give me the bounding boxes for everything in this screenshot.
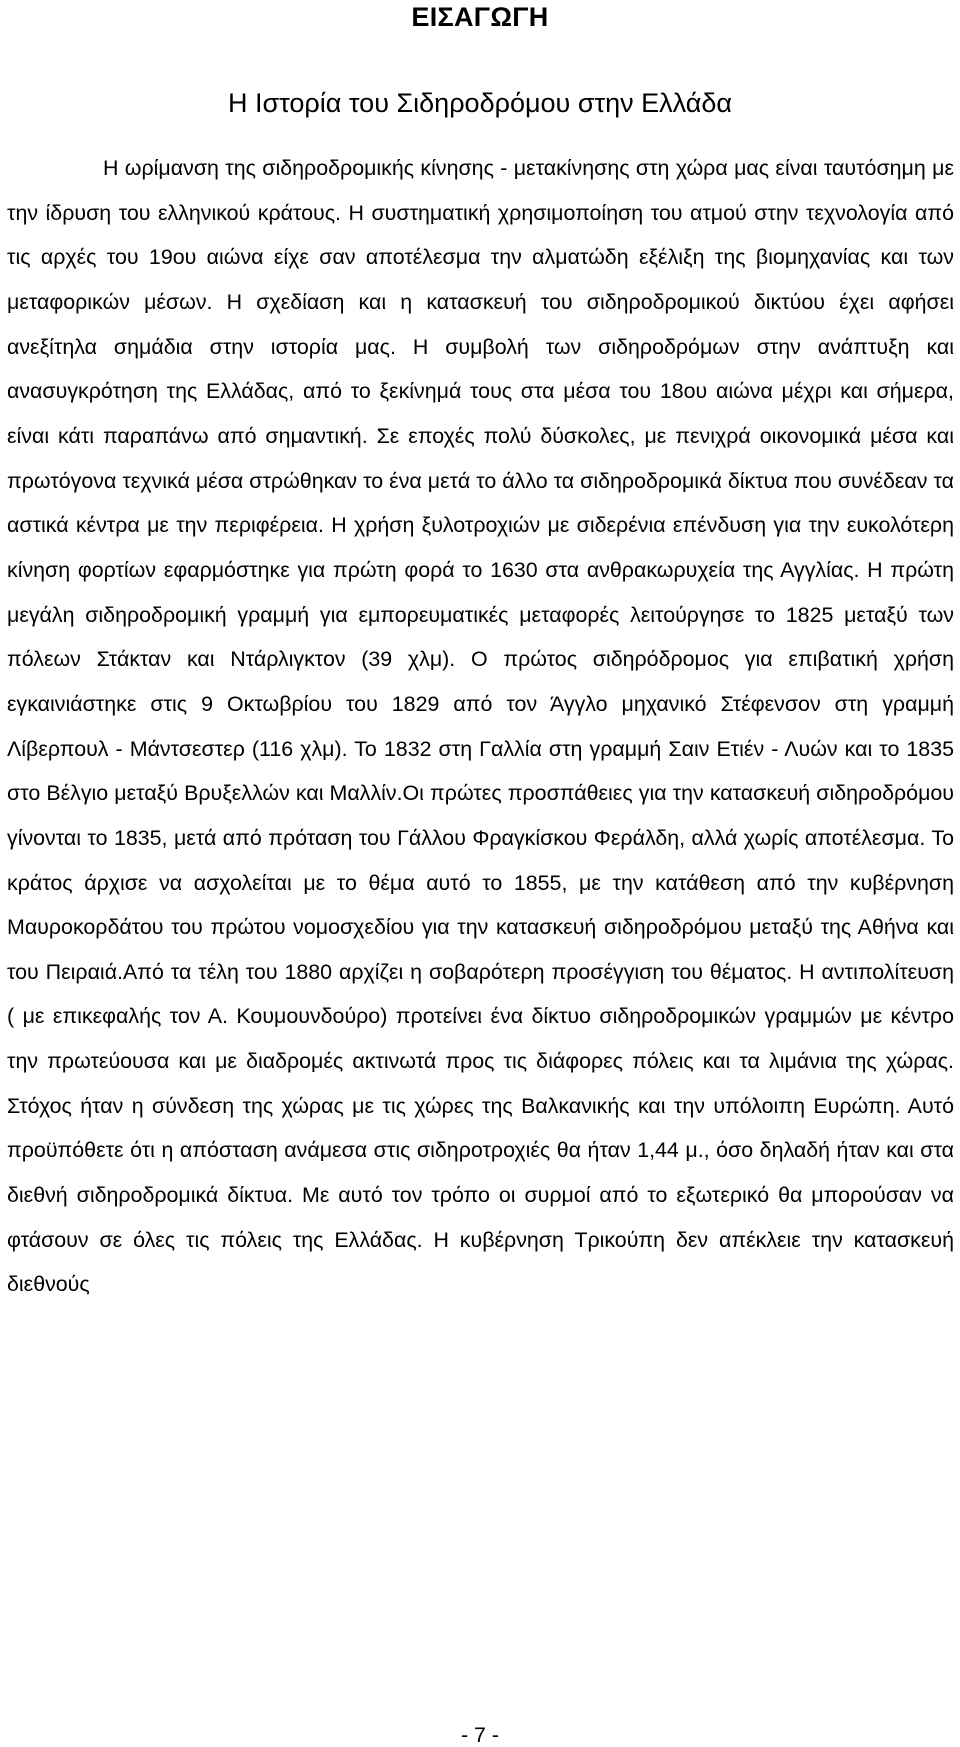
chapter-title: ΕΙΣΑΓΩΓΗ	[411, 2, 549, 32]
section-title: Η Ιστορία του Σιδηροδρόμου στην Ελλάδα	[227, 88, 733, 118]
body-paragraph: Η ωρίμανση της σιδηροδρομικής κίνησης - μετακίνησης στη χώρα μας είναι ταυτόσημη με την ίδρυση του ελληνικού κράτους. Η συστηματική χρησιμοποίηση του ατμού στην τεχνολογία από τις αρχές του 19ου αιώνα είχε σαν αποτέλεσμα την αλματώδη εξέλιξη της βιομηχανίας και των μεταφορικών μέσων. Η σχεδίαση και η κατασκευή του σιδηροδρομικού δικτύου έχει αφήσει ανεξίτηλα σημάδια στην ιστορία μας. Η συμβολή των σιδηροδρόμων στην ανάπτυξη και ανασυγκρότηση της Ελλάδας, από το ξεκίνημά τους στα μέσα του 18ου αιώνα μέχρι και σήμερα, είναι κάτι παραπάνω από σημαντική. Σε εποχές πολύ δύσκολες, με πενιχρά οικονομικά μέσα και πρωτόγονα τεχνικά μέσα στρώθηκαν το ένα μετά το άλλο τα σιδηροδρομικά δίκτυα που συνέδεαν τα αστικά κέντρα με την περιφέρεια. Η χρήση ξυλοτροχιών με σιδερένια επένδυση για την ευκολότερη κίνηση φορτίων εφαρμόστηκε για πρώτη φορά το 1630 στα ανθρακωρυχεία της Αγγλίας. Η πρώτη μεγάλη σιδηροδρομική γραμμή για εμπορευματικές μεταφορές λειτούργησε το 1825 μεταξύ των πόλεων Στάκταν και Ντάρλιγκτον (39 χλμ). Ο πρώτος σιδηρόδρομος για επιβατική χρήση εγκαινιάστηκε στις 9 Οκτωβρίου του 1829 από τον Άγγλο μηχανικό Στέφενσον στη γραμμή Λίβερπουλ - Μάντσεστερ (116 χλμ). Το 1832 στη Γαλλία στη γραμμή Σαιν Ετιέν - Λυών και το 1835 στο Βέλγιο μεταξύ Βρυξελλών και Μαλλίν.Οι πρώτες προσπάθειες για την κατασκευή σιδηροδρόμου γίνονται το 1835, μετά από πρόταση του Γάλλου Φραγκίσκου Φεράλδη, αλλά χωρίς αποτέλεσμα. Το κράτος άρχισε να ασχολείται με το θέμα αυτό το 1855, με την κατάθεση από την κυβέρνηση Μαυροκορδάτου του πρώτου νομοσχεδίου για την κατασκευή σιδηροδρόμου μεταξύ της Αθήνα και του Πειραιά.Από τα τέλη του 1880 αρχίζει η σοβαρότερη προσέγγιση του θέματος. Η αντιπολίτευση ( με επικεφαλής τον Α. Κουμουνδούρο) προτείνει ένα δίκτυο σιδηροδρομικών γραμμών με κέντρο την πρωτεύουσα και με διαδρομές ακτινωτά προς τις διάφορες πόλεις και τα λιμάνια της χώρας. Στόχος ήταν η σύνδεση της χώρας με τις χώρες της Βαλκανικής και την υπόλοιπη Ευρώπη. Αυτό προϋπόθετε ότι η απόσταση ανάμεσα στις σιδηροτροχιές θα ήταν 1,44 μ., όσο δηλαδή ήταν και στα διεθνή σιδηροδρομικά δίκτυα. Με αυτό τον τρόπο οι συρμοί από το εξωτερικό θα μπορούσαν να φτάσουν σε όλες τις πόλεις της Ελλάδας. Η κυβέρνηση Τρικούπη δεν απέκλειε την κατασκευή διεθνούς	[7, 156, 954, 1297]
page-number: - 7 -	[460, 1723, 500, 1747]
